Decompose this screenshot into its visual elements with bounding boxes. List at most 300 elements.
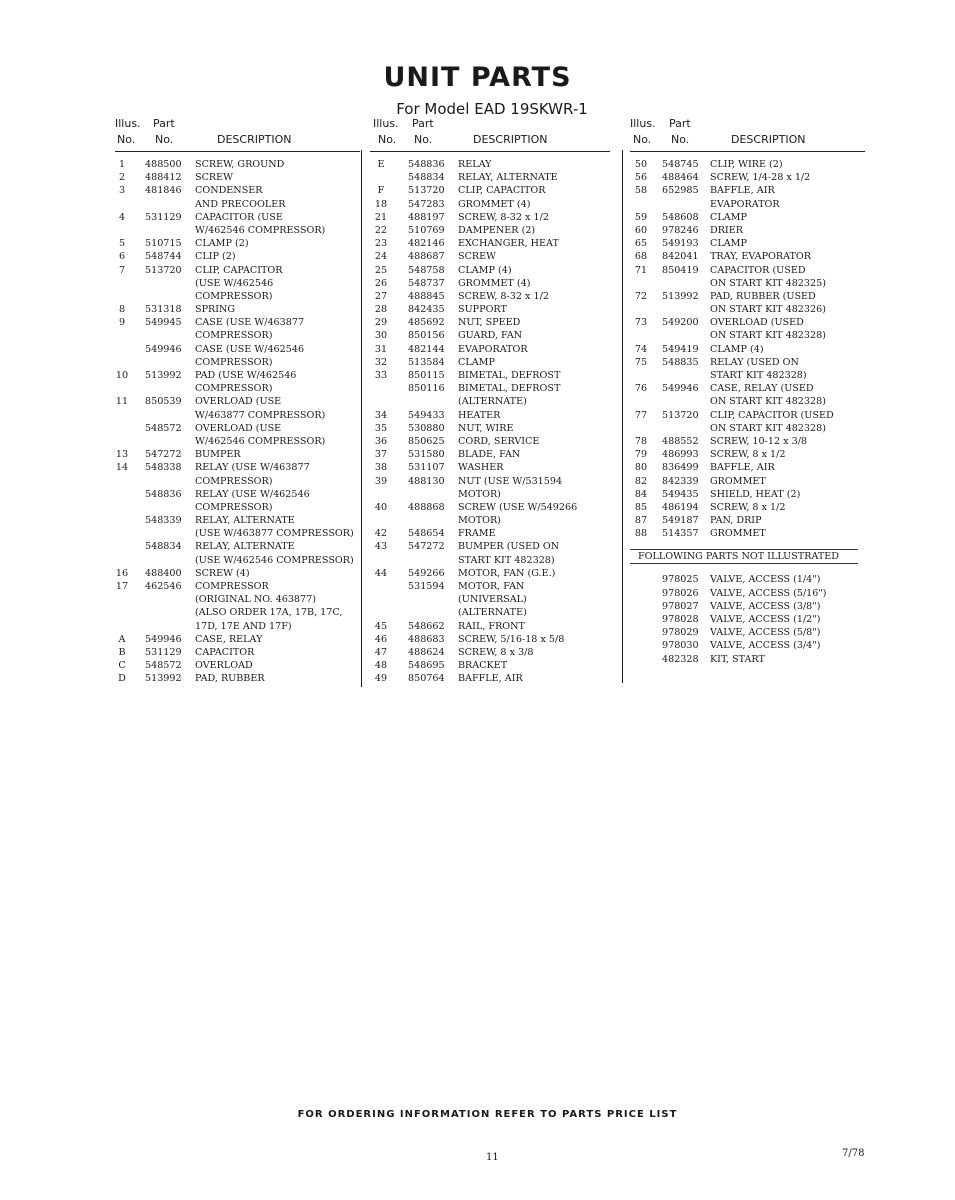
part-description: W/463877 COMPRESSOR): [195, 409, 326, 421]
illus-number: 8: [118, 304, 126, 316]
part-number: 488197: [408, 211, 445, 223]
part-number: 510769: [408, 224, 445, 236]
table-row: [630, 475, 865, 488]
table-row: [115, 158, 360, 171]
table-row: [115, 620, 360, 633]
part-description: OVERLOAD (USED: [710, 317, 804, 329]
part-description: COMPRESSOR): [195, 501, 273, 513]
header-part-no: No.: [671, 133, 690, 146]
part-description: (USE W/463877 COMPRESSOR): [195, 528, 354, 540]
part-description: GROMMET (4): [458, 198, 531, 210]
part-description: RELAY (USE W/462546: [195, 488, 310, 500]
illus-number: 34: [374, 409, 388, 421]
column-header: [370, 117, 610, 152]
table-row: [115, 211, 360, 224]
part-description: SCREW, 8 x 1/2: [710, 501, 786, 513]
column-divider: [622, 150, 623, 683]
part-number: 488552: [662, 435, 699, 447]
header-part: Part: [412, 117, 434, 130]
illus-number: 14: [115, 462, 129, 474]
table-row: [115, 501, 360, 514]
part-number: 549946: [145, 343, 182, 355]
illus-number: 32: [374, 356, 388, 368]
part-number: 549419: [662, 343, 699, 355]
part-description: CASE, RELAY (USED: [710, 383, 814, 395]
part-description: SUPPORT: [458, 304, 507, 316]
part-number: 488130: [408, 475, 445, 487]
table-row: [630, 158, 865, 171]
part-number: 549946: [145, 633, 182, 645]
part-description: ON START KIT 482328): [710, 396, 826, 408]
part-description: CORD, SERVICE: [458, 435, 540, 447]
table-row: [115, 171, 360, 184]
part-description: PAD, RUBBER (USED: [710, 290, 816, 302]
part-number: 513584: [408, 356, 445, 368]
part-description: ON START KIT 482328): [710, 422, 826, 434]
part-description: SCREW (4): [195, 567, 250, 579]
table-row: [115, 250, 360, 263]
illus-number: 58: [634, 185, 648, 197]
part-description: BLADE, FAN: [458, 449, 521, 461]
table-row: [370, 567, 610, 580]
part-description: CASE, RELAY: [195, 633, 263, 645]
part-number: 548338: [145, 462, 182, 474]
part-number: 548654: [408, 528, 445, 540]
part-number: 850419: [662, 264, 699, 276]
table-row: [630, 395, 865, 408]
part-number: 978246: [662, 224, 699, 236]
table-row: [630, 435, 865, 448]
part-number: 513992: [662, 290, 699, 302]
table-row: [370, 303, 610, 316]
part-number: 513720: [662, 409, 699, 421]
table-row: [370, 646, 610, 659]
table-row: [370, 329, 610, 342]
table-row: [370, 501, 610, 514]
table-row: [630, 422, 865, 435]
part-number: 488624: [408, 646, 445, 658]
not-illustrated-heading: FOLLOWING PARTS NOT ILLUSTRATED: [630, 549, 858, 564]
part-description: SCREW, 8-32 x 1/2: [458, 211, 549, 223]
illus-number: 44: [374, 567, 388, 579]
illus-number: 31: [374, 343, 388, 355]
illus-number: 47: [374, 646, 388, 658]
parts-column-1: [115, 117, 360, 686]
illus-number: 87: [634, 515, 648, 527]
part-number: 482328: [662, 653, 699, 665]
table-row: [630, 343, 865, 356]
part-description: CONDENSER: [195, 185, 263, 197]
illus-number: 16: [115, 567, 129, 579]
illus-number: E: [377, 159, 385, 170]
illus-number: 71: [634, 264, 648, 276]
table-row: [115, 237, 360, 250]
part-number: 549435: [662, 488, 699, 500]
part-description: DRIER: [710, 224, 743, 236]
table-row: [115, 409, 360, 422]
part-description: MOTOR): [458, 515, 501, 527]
part-description: PAN, DRIP: [710, 515, 762, 527]
part-description: CLAMP: [710, 211, 747, 223]
table-row: [115, 382, 360, 395]
table-row: [630, 356, 865, 369]
illus-number: 4: [118, 211, 126, 223]
table-row: [115, 448, 360, 461]
part-description: VALVE, ACCESS (5/8"): [710, 627, 821, 639]
parts-list: [115, 152, 360, 686]
part-description: RELAY: [458, 159, 492, 170]
part-number: 548339: [145, 515, 182, 527]
illus-number: 88: [634, 528, 648, 540]
table-row: [370, 475, 610, 488]
part-description: RAIL, FRONT: [458, 620, 525, 632]
part-number: 510715: [145, 238, 182, 250]
part-number: 462546: [145, 581, 182, 592]
table-row: [115, 527, 360, 540]
table-row: [630, 382, 865, 395]
part-description: GROMMET: [710, 528, 766, 540]
part-description: CLAMP (2): [195, 238, 249, 250]
illus-number: 60: [634, 224, 648, 236]
illus-number: 33: [374, 370, 388, 381]
part-number: 486993: [662, 449, 699, 461]
table-row: [370, 488, 610, 501]
table-row: [370, 620, 610, 633]
part-number: 549945: [145, 317, 182, 329]
table-row: [370, 593, 610, 606]
table-row: [370, 316, 610, 329]
part-number: 531318: [145, 304, 182, 316]
table-row: [115, 461, 360, 474]
part-number: 850115: [408, 370, 445, 381]
table-row: [115, 329, 360, 342]
part-description: CLIP, WIRE (2): [710, 159, 783, 170]
part-description: W/462546 COMPRESSOR): [195, 224, 326, 236]
illus-number: 1: [118, 159, 126, 170]
table-row: [115, 290, 360, 303]
part-description: BAFFLE, AIR: [458, 673, 523, 685]
part-description: CLIP (2): [195, 251, 236, 263]
illus-number: A: [118, 633, 126, 645]
illus-number: 5: [118, 238, 126, 250]
illus-number: 38: [374, 462, 388, 474]
table-row: [115, 422, 360, 435]
table-row: [630, 573, 865, 586]
illus-number: 24: [374, 251, 388, 263]
table-row: [630, 237, 865, 250]
table-row: [370, 264, 610, 277]
illus-number: 29: [374, 317, 388, 329]
part-description: VALVE, ACCESS (1/4"): [710, 574, 821, 586]
part-number: 488464: [662, 172, 699, 184]
part-number: 514357: [662, 528, 699, 540]
header-no: No.: [633, 133, 652, 146]
part-number: 850156: [408, 330, 445, 342]
illus-number: 2: [118, 172, 126, 184]
illus-number: 76: [634, 383, 648, 395]
part-description: CLAMP: [458, 356, 495, 368]
table-row: [370, 435, 610, 448]
table-row: [115, 475, 360, 488]
not-illustrated-list: [630, 564, 865, 665]
part-number: 842339: [662, 475, 699, 487]
part-number: 531107: [408, 462, 445, 474]
page-code: 7/78: [842, 1148, 865, 1159]
table-row: [115, 633, 360, 646]
part-description: COMPRESSOR): [195, 383, 273, 395]
part-number: 978026: [662, 587, 699, 599]
illus-number: 11: [115, 396, 129, 408]
illus-number: 27: [374, 290, 388, 302]
table-row: [115, 224, 360, 237]
part-description: BRACKET: [458, 660, 508, 672]
table-row: [115, 395, 360, 408]
part-number: 549266: [408, 567, 445, 579]
table-row: [370, 514, 610, 527]
part-description: BUMPER (USED ON: [458, 541, 560, 553]
part-number: 548745: [662, 159, 699, 170]
part-number: 548758: [408, 264, 445, 276]
illus-number: 59: [634, 211, 648, 223]
part-description: START KIT 482328): [710, 370, 807, 381]
part-description: 17D, 17E AND 17F): [195, 620, 292, 632]
column-header: [630, 117, 865, 152]
illus-number: 85: [634, 501, 648, 513]
header-illus: Illus.: [115, 117, 141, 130]
part-description: SCREW (USE W/549266: [458, 501, 578, 513]
table-row: [370, 395, 610, 408]
table-row: [370, 237, 610, 250]
header-part-no: No.: [155, 133, 174, 146]
table-row: [115, 343, 360, 356]
table-row: [630, 264, 865, 277]
illus-number: 84: [634, 488, 648, 500]
part-description: BAFFLE, AIR: [710, 185, 775, 197]
illus-number: 74: [634, 343, 648, 355]
illus-number: 75: [634, 356, 648, 368]
part-number: 513720: [145, 264, 182, 276]
part-number: 548572: [145, 422, 182, 434]
part-number: 549946: [662, 383, 699, 395]
table-row: [370, 409, 610, 422]
table-row: [370, 527, 610, 540]
part-number: 850116: [408, 383, 445, 395]
illus-number: 72: [634, 290, 648, 302]
illus-number: 36: [374, 435, 388, 447]
part-description: EXCHANGER, HEAT: [458, 238, 559, 250]
part-description: GUARD, FAN: [458, 330, 523, 342]
part-number: 850764: [408, 673, 445, 685]
header-illus: Illus.: [373, 117, 399, 130]
illus-number: F: [377, 185, 385, 197]
table-row: [630, 171, 865, 184]
column-divider: [361, 150, 362, 687]
table-row: [630, 224, 865, 237]
part-description: VALVE, ACCESS (5/16"): [710, 587, 827, 599]
part-description: RELAY, ALTERNATE: [195, 515, 295, 527]
part-description: (ALSO ORDER 17A, 17B, 17C,: [195, 607, 343, 619]
part-description: MOTOR): [458, 488, 501, 500]
part-description: NUT (USE W/531594: [458, 475, 563, 487]
table-row: [370, 290, 610, 303]
part-number: 652985: [662, 185, 699, 197]
part-description: COMPRESSOR): [195, 330, 273, 342]
illus-number: 49: [374, 673, 388, 685]
table-row: [370, 356, 610, 369]
table-row: [370, 198, 610, 211]
table-row: [630, 514, 865, 527]
part-description: VALVE, ACCESS (3/8"): [710, 600, 821, 612]
part-description: GROMMET (4): [458, 277, 531, 289]
header-description: DESCRIPTION: [217, 133, 292, 146]
table-row: [370, 606, 610, 619]
part-description: BAFFLE, AIR: [710, 462, 775, 474]
illus-number: 26: [374, 277, 388, 289]
header-description: DESCRIPTION: [731, 133, 806, 146]
part-description: SCREW, 5/16-18 x 5/8: [458, 633, 565, 645]
not-illustrated-section: [630, 549, 865, 665]
part-number: 531580: [408, 449, 445, 461]
part-number: 513992: [145, 673, 182, 685]
part-description: SCREW, 8-32 x 1/2: [458, 290, 549, 302]
table-row: [370, 171, 610, 184]
table-row: [115, 606, 360, 619]
part-description: FRAME: [458, 528, 496, 540]
part-number: 978029: [662, 627, 699, 639]
table-row: [630, 409, 865, 422]
part-description: VALVE, ACCESS (3/4"): [710, 640, 821, 652]
header-part: Part: [669, 117, 691, 130]
table-row: [115, 316, 360, 329]
table-row: [370, 422, 610, 435]
part-description: ON START KIT 482325): [710, 277, 826, 289]
illus-number: D: [118, 673, 126, 685]
table-row: [370, 343, 610, 356]
table-row: [115, 277, 360, 290]
part-description: EVAPORATOR: [458, 343, 528, 355]
part-number: 548737: [408, 277, 445, 289]
part-description: BIMETAL, DEFROST: [458, 370, 561, 381]
illus-number: 56: [634, 172, 648, 184]
parts-list: [630, 152, 865, 540]
table-row: [630, 600, 865, 613]
illus-number: 9: [118, 317, 126, 329]
part-number: 548572: [145, 660, 182, 672]
part-description: CAPACITOR (USED: [710, 264, 806, 276]
part-number: 488683: [408, 633, 445, 645]
part-description: (ORIGINAL NO. 463877): [195, 594, 316, 606]
part-number: 531594: [408, 581, 445, 592]
table-row: [115, 646, 360, 659]
illus-number: 3: [118, 185, 126, 197]
part-description: (ALTERNATE): [458, 607, 527, 619]
part-number: 548662: [408, 620, 445, 632]
table-row: [115, 593, 360, 606]
table-row: [370, 672, 610, 685]
part-number: 548695: [408, 660, 445, 672]
table-row: [115, 435, 360, 448]
table-row: [115, 659, 360, 672]
table-row: [115, 554, 360, 567]
illus-number: 73: [634, 317, 648, 329]
table-row: [370, 448, 610, 461]
table-row: [630, 639, 865, 652]
part-description: COMPRESSOR: [195, 581, 269, 592]
part-number: 548608: [662, 211, 699, 223]
part-number: 530880: [408, 422, 445, 434]
table-row: [630, 316, 865, 329]
illus-number: 6: [118, 251, 126, 263]
table-row: [115, 567, 360, 580]
table-row: [630, 250, 865, 263]
table-row: [370, 277, 610, 290]
part-description: OVERLOAD: [195, 660, 253, 672]
part-description: WASHER: [458, 462, 504, 474]
table-row: [370, 580, 610, 593]
parts-column-2: [370, 117, 610, 686]
part-description: OVERLOAD (USE: [195, 396, 282, 408]
table-row: [115, 540, 360, 553]
part-description: NUT, WIRE: [458, 422, 514, 434]
table-row: [630, 501, 865, 514]
illus-number: 37: [374, 449, 388, 461]
part-description: OVERLOAD (USE: [195, 422, 282, 434]
table-row: [630, 626, 865, 639]
part-description: START KIT 482328): [458, 554, 555, 566]
table-row: [630, 448, 865, 461]
part-description: AND PRECOOLER: [195, 198, 286, 210]
table-row: [370, 158, 610, 171]
part-number: 486194: [662, 501, 699, 513]
illus-number: 22: [374, 224, 388, 236]
table-row: [370, 382, 610, 395]
part-number: 549433: [408, 409, 445, 421]
table-row: [115, 488, 360, 501]
part-number: 549187: [662, 515, 699, 527]
illus-number: 80: [634, 462, 648, 474]
table-row: [630, 369, 865, 382]
part-number: 978028: [662, 614, 699, 625]
part-description: BIMETAL, DEFROST: [458, 383, 561, 395]
part-description: GROMMET: [710, 475, 766, 487]
table-row: [630, 488, 865, 501]
illus-number: 23: [374, 238, 388, 250]
part-description: CAPACITOR: [195, 646, 255, 658]
part-number: 548744: [145, 251, 182, 263]
part-number: 850625: [408, 435, 445, 447]
table-row: [370, 250, 610, 263]
table-row: [115, 369, 360, 382]
part-description: SCREW, 8 x 1/2: [710, 449, 786, 461]
parts-list: [370, 152, 610, 686]
table-row: [370, 633, 610, 646]
illus-number: 82: [634, 475, 648, 487]
table-row: [115, 264, 360, 277]
part-number: 978030: [662, 640, 699, 652]
part-number: 488687: [408, 251, 445, 263]
ordering-note: FOR ORDERING INFORMATION REFER TO PARTS PRICE LIST: [297, 1109, 678, 1120]
illus-number: 46: [374, 633, 388, 645]
illus-number: 17: [115, 581, 129, 592]
header-no: No.: [378, 133, 397, 146]
part-description: (UNIVERSAL): [458, 594, 527, 606]
part-description: CASE (USE W/463877: [195, 317, 305, 329]
part-number: 836499: [662, 462, 699, 474]
part-description: SCREW, 10-12 x 3/8: [710, 435, 808, 447]
table-row: [370, 461, 610, 474]
table-row: [370, 659, 610, 672]
table-row: [115, 198, 360, 211]
